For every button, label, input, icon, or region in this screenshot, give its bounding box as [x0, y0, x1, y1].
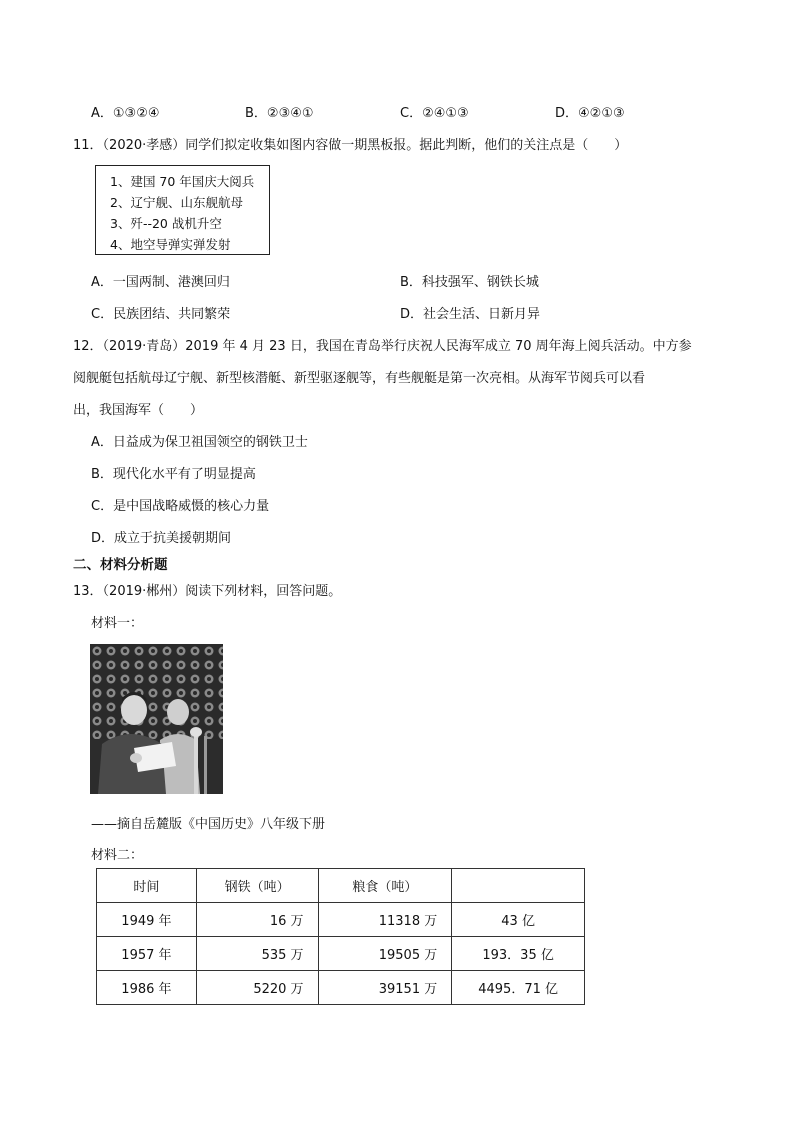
q11-stem: 11．（2020·孝感）同学们拟定收集如图内容做一期黑板报。据此判断，他们的关注点是（ ） [73, 138, 628, 153]
q10-options [0, 102, 794, 122]
table-cell: 1957 年 [97, 937, 197, 971]
q12-option-d[interactable]: D．成立于抗美援朝期间 [91, 531, 232, 546]
q12-stem-line: 12．（2019·青岛）2019 年 4 月 23 日，我国在青岛举行庆祝人民海军成立 70 周年海上阅兵活动。中方参 [73, 339, 692, 354]
q10-option-b[interactable]: B．②③④① [245, 106, 314, 121]
q11-content-box [95, 165, 270, 255]
table-cell: 1949 年 [97, 903, 197, 937]
statistics-table [96, 868, 585, 1005]
q10-option-a[interactable]: A．①③②④ [91, 106, 160, 121]
table-row [97, 903, 585, 937]
q11-option-d[interactable]: D．社会生活、日新月异 [400, 307, 541, 322]
material1-label: 材料一： [91, 616, 144, 631]
table-header: 时间 [97, 869, 197, 903]
section-title: 二、材料分析题 [73, 557, 168, 573]
table-header-row [97, 869, 585, 903]
q11-option-b[interactable]: B．科技强军、钢铁长城 [400, 275, 539, 290]
table-row [97, 937, 585, 971]
q12-option-a[interactable]: A．日益成为保卫祖国领空的钢铁卫士 [91, 435, 308, 450]
q11-option-a[interactable]: A．一国两制、港澳回归 [91, 275, 230, 290]
table-header: 粮食（吨） [318, 869, 452, 903]
box-item: 2、辽宁舰、山东舰航母 [110, 195, 243, 210]
table-row [97, 971, 585, 1005]
q12-option-b[interactable]: B．现代化水平有了明显提高 [91, 467, 256, 482]
material2-label: 材料二： [91, 848, 144, 863]
box-item: 3、歼--20 战机升空 [110, 216, 222, 231]
table-cell: 11318 万 [318, 903, 452, 937]
table-cell: 16 万 [196, 903, 318, 937]
table-cell: 5220 万 [196, 971, 318, 1005]
table-cell: 193．35 亿 [452, 937, 585, 971]
table-cell: 43 亿 [452, 903, 585, 937]
photo-caption: ——摘自岳麓版《中国历史》八年级下册 [91, 817, 326, 832]
q12-stem-line: 出，我国海军（ ） [73, 403, 204, 418]
q12-stem-line: 阅舰艇包括航母辽宁舰、新型核潜艇、新型驱逐舰等，有些舰艇是第一次亮相。从海军节阅兵可以看 [73, 371, 646, 386]
box-item: 4、地空导弹实弹发射 [110, 237, 231, 252]
table-header: 钢铁（吨） [196, 869, 318, 903]
photo-illustration [90, 644, 223, 794]
historical-photo [90, 644, 223, 794]
q13-stem: 13．（2019·郴州）阅读下列材料，回答问题。 [73, 584, 342, 599]
q10-option-c[interactable]: C．②④①③ [400, 106, 469, 121]
table-header [452, 869, 585, 903]
table-cell: 4495．71 亿 [452, 971, 585, 1005]
table-cell: 39151 万 [318, 971, 452, 1005]
q12-option-c[interactable]: C．是中国战略威慑的核心力量 [91, 499, 270, 514]
q11-option-c[interactable]: C．民族团结、共同繁荣 [91, 307, 231, 322]
table-cell: 1986 年 [97, 971, 197, 1005]
table-cell: 19505 万 [318, 937, 452, 971]
box-item: 1、建国 70 年国庆大阅兵 [110, 174, 255, 189]
q10-option-d[interactable]: D．④②①③ [555, 106, 625, 121]
table-cell: 535 万 [196, 937, 318, 971]
